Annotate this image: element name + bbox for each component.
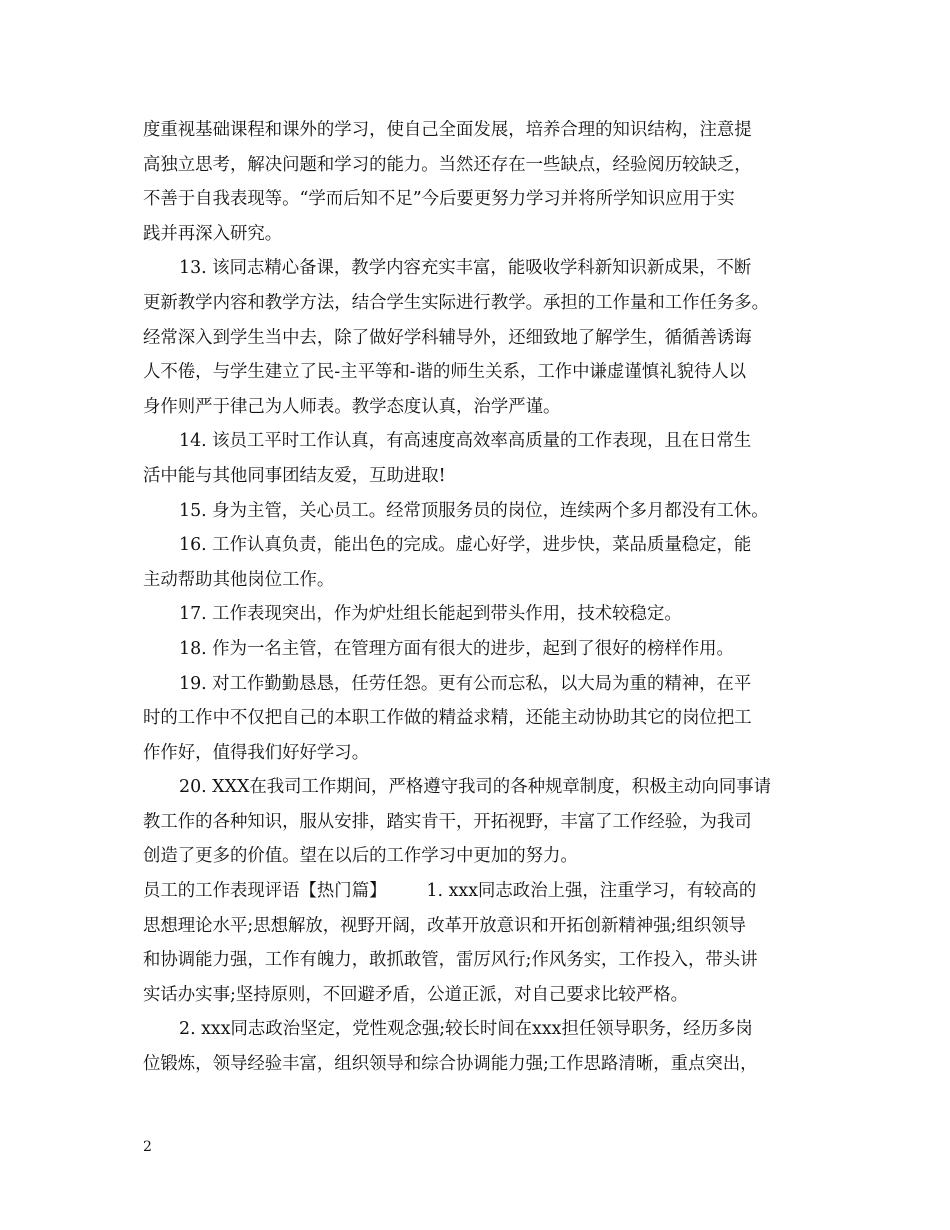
- text-line: 主动帮助其他岗位工作。: [143, 569, 335, 590]
- paragraph-17: 17. 工作表现突出，作为炉灶组长能起到带头作用，技术较稳定。: [179, 604, 682, 625]
- text-line: 思想理论水平;思想解放，视野开阔，改革开放意识和开拓创新精神强;组织领导: [143, 915, 747, 936]
- text-line: 度重视基础课程和课外的学习，使自己全面发展，培养合理的知识结构，注意提: [143, 120, 752, 140]
- text-line: 不善于自我表现等。“学而后知不足”今后要更努力学习并将所学知识应用于实: [143, 189, 735, 210]
- item-1-start: 1. xxx同志政治上强，注重学习，有较高的: [426, 881, 757, 902]
- paragraph-19-start: 19. 对工作勤勤恳恳，任劳任怨。更有公而忘私，以大局为重的精神，在平: [179, 673, 752, 694]
- document-body: [143, 113, 815, 1082]
- paragraph-15: 15. 身为主管，关心员工。经常顶服务员的岗位，连续两个多月都没有工休。: [179, 500, 769, 521]
- text-line: 作作好，值得我们好好学习。: [143, 742, 370, 763]
- paragraph-13-start: 13. 该同志精心备课，教学内容充实丰富，能吸收学科新知识新成果，不断: [179, 258, 752, 279]
- text-line: 实话办实事;坚持原则，不回避矛盾，公道正派，对自己要求比较严格。: [143, 984, 688, 1005]
- section-heading: 员工的工作表现评语【热门篇】: [143, 881, 387, 902]
- text-line: 教工作的各种知识，服从安排，踏实肯干，开拓视野，丰富了工作经验，为我司: [143, 811, 752, 832]
- text-line: 活中能与其他同事团结友爱，互助进取!: [143, 465, 446, 486]
- text-line: 更新教学内容和教学方法，结合学生实际进行教学。承担的工作量和工作任务多。: [143, 292, 770, 313]
- text-line: 位锻炼，领导经验丰富，组织领导和综合协调能力强;工作思路清晰，重点突出，: [143, 1054, 758, 1075]
- paragraph-16-start: 16. 工作认真负责，能出色的完成。虚心好学，进步快，菜品质量稳定，能: [179, 535, 752, 556]
- paragraph-14-start: 14. 该员工平时工作认真，有高速度高效率高质量的工作表现，且在日常生: [179, 431, 752, 452]
- text-line: 时的工作中不仅把自己的本职工作做的精益求精，还能主动协助其它的岗位把工: [143, 708, 752, 729]
- text-line: 高独立思考，解决问题和学习的能力。当然还存在一些缺点，经验阅历较缺乏，: [143, 154, 752, 175]
- text-line: 经常深入到学生当中去，除了做好学科辅导外，还细致地了解学生，循循善诱诲: [143, 327, 752, 348]
- text-line: 创造了更多的价值。望在以后的工作学习中更加的努力。: [143, 846, 578, 867]
- section-heading-line: [143, 874, 815, 909]
- text-line: 践并再深入研究。: [143, 223, 283, 244]
- item-2-start: 2. xxx同志政治坚定，党性观念强;较长时间在xxx担任领导职务，经历多岗: [179, 1019, 753, 1040]
- text-line: 和协调能力强，工作有魄力，敢抓敢管，雷厉风行;作风务实，工作投入，带头讲: [143, 950, 758, 971]
- paragraph-18: 18. 作为一名主管，在管理方面有很大的进步，起到了很好的榜样作用。: [179, 638, 734, 659]
- paragraph-20-start: 20. XXX在我司工作期间，严格遵守我司的各种规章制度，积极主动向同事请: [179, 777, 772, 798]
- text-line: 身作则严于律己为人师表。教学态度认真，治学严谨。: [143, 396, 561, 417]
- page-number: 2: [143, 1139, 152, 1155]
- text-line: 人不倦，与学生建立了民-主平等和-谐的师生关系，工作中谦虚谨慎礼貌待人以: [143, 362, 747, 383]
